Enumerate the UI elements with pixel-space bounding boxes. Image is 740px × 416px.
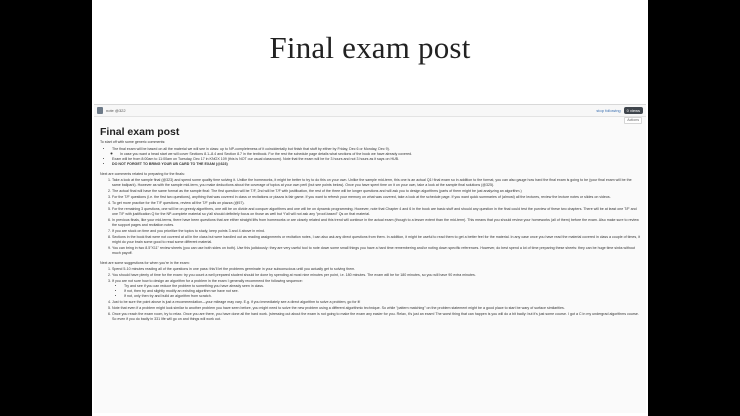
list-item: 9. You can bring in two 8.5"X11" review sheets (you can use both sides on both). Use this judiciously: they are very useful tool to note down some small things you have a hard time remembering and/or noting down specific references. However, do best spend a lot of time preparing these sheets: they can be huge time sinks without much payoff. [112,246,640,256]
slide [92,0,648,416]
post-label: note @322 [106,108,126,113]
list-item: 1. Spend 5-10 minutes reading all of the questions in one pass: this'll let the problems germinate in your subconscious until you actually get to solving them. [112,267,640,272]
post-title: Final exam post [100,126,180,138]
list-item: • Try and see if you can reduce the problem to something you have already seen in class. [124,284,640,289]
list-item: • The final exam will be based on all the material we will see in class: up to NP-completeness of it coincidentally but finish that stuff by either by Friday, Dec 6 or Monday, Dec 9). [112,147,640,152]
list-item: 6. In previous finals, like your mid-terms, there have been questions that are either straight lifts from homeworks or are closely related and this trend will continue in the actual exam (though to a lesser extent than the mid-term). This means that you should review your homeworks (all of them) before the exam. Also make sure to review the support pages and recitation notes. [112,218,640,228]
stop-following-link[interactable]: stop following [596,108,621,113]
actions-button[interactable]: Actions [624,117,642,124]
list-item: • DO NOT FORGET TO BRING YOUR UB CARD TO THE EXAM (@323) [112,162,640,167]
views-badge: 0 views [624,107,643,114]
list-item: • If not, only then try and build an algorithm from scratch. [124,294,640,299]
exam-heading: Next are some suggestions for when you're in the exam: [100,261,190,265]
list-item: 7. If you are stuck on time and you prioritize the topics to study, keep points 3 and 4 above in mind. [112,229,640,234]
slide-title: Final exam post [269,30,471,65]
list-item: 2. You should have plenty of time for the exam: try you count a well prepared student should be done by spending at most nine minutes per point, i.e. 180 minutes. The exam will be for 180 minutes, so you will have 90 extra minutes. [112,273,640,278]
list-item: ◦ In case you want a head start we will cover Sections 8.1–8.4 and Section 8.7 in the textbook. For the rest the schedule page details what sections of the book we have already covered. [120,152,640,157]
list-item: • If not, then try and slightly modify an existing algorithm we have not see. [124,289,640,294]
note-icon [97,107,103,114]
list-item: 3. For the T/F questions (i.e. the first two questions), anything that was covered in class or recitations or piazza is fair game. If you want to refresh your memory on what was covered, take a look at the schedule page. If you want quick summaries of (almost) all the lectures, review the lecture notes or slides on videos. [112,195,640,200]
list-item: 6. Once you reach the exam room, try to relax. Once you are there, you have done all the hard work. (stressing out about the exam is not going to make the exam any easier for you. Relax, it's just an exam! The worst thing that can happen is you will do a bit badly: but it's just some course. I got a C in my undergrad algorithms course. So even if you do badly in 331 life will go on and things will work out. [112,312,640,322]
list-item: 3. If you are not sure how to design an algorithm for a problem in the exam I generally recommend the following sequence: • Try and see if you can reduce the problem to something you have already seen in class. • If not, then try and slightly modify an existing algorithm we have not see. • If not, only then try and build an algorithm from scratch. [112,279,640,299]
exam-sublist [112,284,640,299]
list-item: 1. Take a look at the sample final (@323) and spend some quality time solving it. Unlike the homeworks, it might be better to try to do this on your own. Unlike the sample mid-term, this one is an actual Q1! final exam so in addition to the format, you can also gauge how hard the final exam is going to be (your final exam will be the same ballpark). However as with the sample mid-term, you make deductions about the coverage of topics at your own peril (but see points below). Once you have spent time on it on your own, take a look at the sample final solutions (@325). [112,178,640,188]
post-screenshot [94,104,646,413]
exam-list [100,267,640,322]
post-body [94,124,646,322]
prep-list [100,178,640,256]
list-item: 4. To get more practice for the T/F questions, review all the T/F polls on piazza (@57). [112,201,640,206]
list-item: • Exam will be from 8:00am to 11:00am on Tuesday, Dec 17 in KNOX 109 (this is NOT our usual classroom). Note that the exam will be for 3 hours and not 3 hours as it says on HUB. [112,157,640,162]
post-intro: To start off with some generic comments: [100,140,166,144]
generic-comments-list [100,147,640,167]
prep-heading: Next are comments related to preparing for the finals: [100,172,185,176]
list-item: 8. Sections in the book that were not covered at all in the class but were handled out as reading assignments or recitation notes, I can also ask any direct questions from them. In addition, it might be useful to read them to get a better feel for the material. In any case once you have read the material covered in class a couple of times, it might do your brain some good to read some different material. [112,235,640,245]
post-topbar [94,105,646,117]
list-item: 5. Note that even if a problem might look similar to another problem you have seen before, you might need to solve the new problem using a different algorithmic technique. So while "pattern matching" on the problem statement might be a good place to start be wary of surface similarities. [112,306,640,311]
list-item: 2. The actual final will have the same format as the sample final: The first question will be T/F, 2nd will be T/F with justification, the rest of the three will be longer questions and will ask you to design algorithms (parts of them might be just analyzing an algorithm.) [112,189,640,194]
list-item: 4. Just to be sure the point above is just a recommendation—your mileage may vary. E.g. if you immediately see a direct algorithm to solve a problem, go for it! [112,300,640,305]
list-item: 5. For the remaining 3 questions, one will be on greedy algorithms, one will be on divide and conquer algorithms and one will be on dynamic programming. However, note that Chapter 4 and 6 in the book are basic stuff and should any question in the final could test the purview of these two chapters. There will be at least one T/F and one T/F with justification Q for the NP-complete material so y'all should definitely focus on those as well but Y'all will not ask any "proof-based" Qs on that material. [112,207,640,217]
